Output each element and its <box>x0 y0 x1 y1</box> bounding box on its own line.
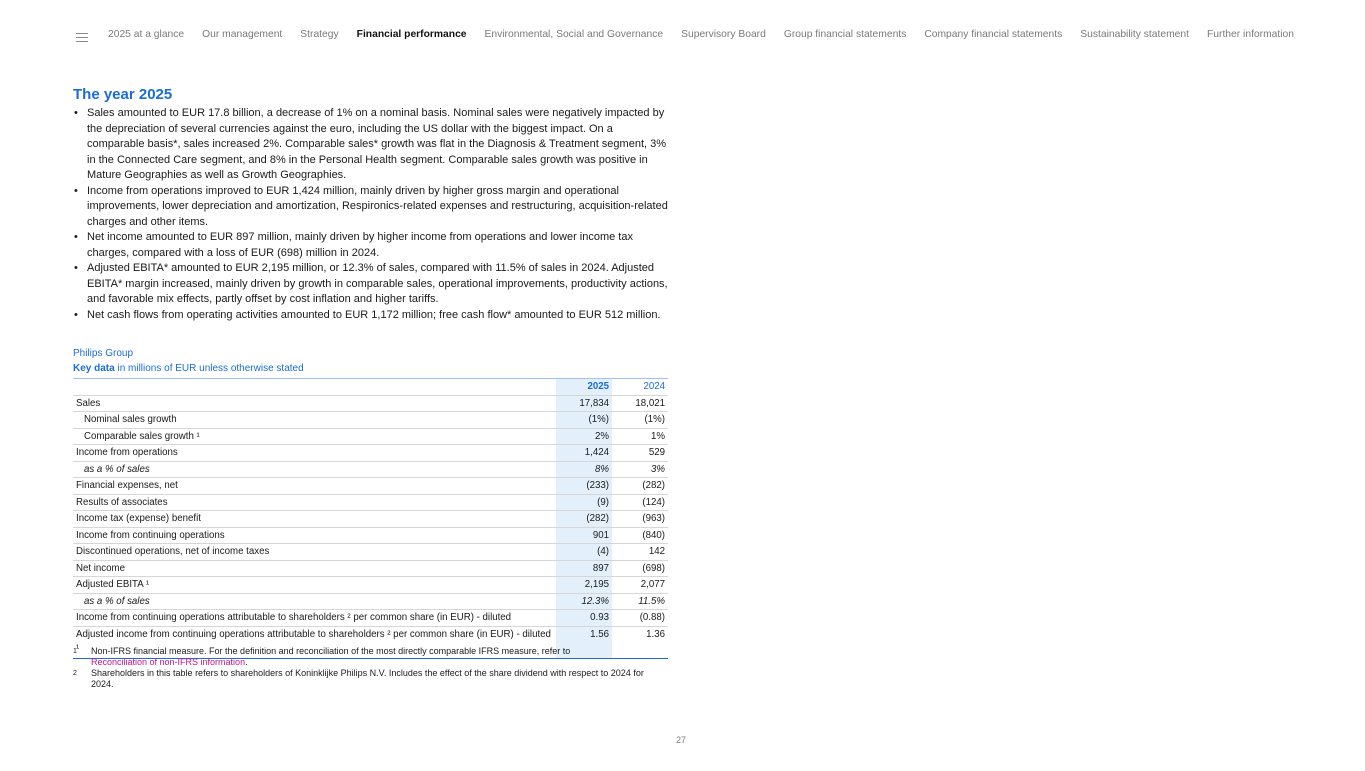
value-2025: 901 <box>556 527 612 544</box>
value-2024: 3% <box>612 461 668 478</box>
value-2024: (698) <box>612 560 668 577</box>
footnotes <box>73 646 663 690</box>
row-label: Income from continuing operations attributable to shareholders ² per common share (in EUR) - diluted <box>73 610 556 627</box>
table-row <box>73 412 668 429</box>
table-row <box>73 593 668 610</box>
row-label: Adjusted income from continuing operations attributable to shareholders ² per common share (in EUR) - diluted ¹ <box>73 626 556 658</box>
footnote-body <box>91 668 663 690</box>
footnote <box>73 646 663 668</box>
value-2024: 1.36 <box>612 626 668 658</box>
table-row <box>73 511 668 528</box>
value-2025: 17,834 <box>556 395 612 412</box>
table-row <box>73 527 668 544</box>
summary-bullets <box>73 106 673 323</box>
row-label: Net income <box>73 560 556 577</box>
footnote-body <box>91 646 570 668</box>
value-2025: (9) <box>556 494 612 511</box>
table-row <box>73 445 668 462</box>
value-2025: 1,424 <box>556 445 612 462</box>
nav-item-2025-at-a-glance[interactable]: 2025 at a glance <box>108 29 185 40</box>
top-navigation <box>0 0 1365 74</box>
nav-item-strategy[interactable]: Strategy <box>300 29 339 40</box>
row-label: Income tax (expense) benefit <box>73 511 556 528</box>
table-title: Key data in millions of EUR unless otherwise stated <box>73 362 304 374</box>
nav-item-environmental-social-and-governance[interactable]: Environmental, Social and Governance <box>484 29 664 40</box>
page-number: 27 <box>676 735 687 745</box>
value-2024: (282) <box>612 478 668 495</box>
key-data-table <box>73 378 668 659</box>
list-item: • Sales amounted to EUR 17.8 billion, a decrease of 1% on a nominal basis. Nominal sales were negatively impacted by the depreciation of several currencies against the euro, including the US dollar with the biggest impact. On a comparable basis*, sales increased 2%. Comparable sales* growth was flat in the Diagnosis & Treatment segment, 3% in the Connected Care segment, and 8% in the Personal Health segment. Comparable sales growth was positive in Mature Geographies as well as Growth Geographies. <box>73 106 673 184</box>
page-title: The year 2025 <box>73 86 173 103</box>
table-group-label: Philips Group <box>73 348 134 359</box>
main-content <box>73 84 673 323</box>
row-label: Sales <box>73 395 556 412</box>
row-label: Income from continuing operations <box>73 527 556 544</box>
value-2024: (0.88) <box>612 610 668 627</box>
value-2025: (282) <box>556 511 612 528</box>
value-2025: (1%) <box>556 412 612 429</box>
header-label-cell <box>73 379 556 396</box>
value-2024: (963) <box>612 511 668 528</box>
list-item: • Net cash flows from operating activities amounted to EUR 1,172 million; free cash flow* amounted to EUR 512 million. <box>73 308 673 324</box>
row-label: as a % of sales <box>73 461 556 478</box>
row-label: as a % of sales <box>73 593 556 610</box>
table-row <box>73 395 668 412</box>
value-2024: (1%) <box>612 412 668 429</box>
nav-item-company-financial-statements[interactable]: Company financial statements <box>924 29 1063 40</box>
table-row <box>73 494 668 511</box>
table-row <box>73 610 668 627</box>
value-2024: (124) <box>612 494 668 511</box>
row-label: Adjusted EBITA ¹ <box>73 577 556 594</box>
value-2025: (4) <box>556 544 612 561</box>
header-2024: 2024 <box>612 379 668 396</box>
value-2024: 11.5% <box>612 593 668 610</box>
row-label: Results of associates <box>73 494 556 511</box>
nav-item-further-information[interactable]: Further information <box>1207 29 1294 40</box>
reconciliation-link[interactable]: Reconciliation of non-IFRS information <box>91 657 246 667</box>
value-2024: 529 <box>612 445 668 462</box>
row-label: Discontinued operations, net of income taxes <box>73 544 556 561</box>
header-2025: 2025 <box>556 379 612 396</box>
nav-item-group-financial-statements[interactable]: Group financial statements <box>783 29 907 40</box>
value-2025: (233) <box>556 478 612 495</box>
row-label: Income from operations <box>73 445 556 462</box>
value-2024: 1% <box>612 428 668 445</box>
nav-item-sustainability-statement[interactable]: Sustainability statement <box>1080 29 1189 40</box>
footnote-mark: 1 <box>73 648 77 655</box>
value-2025: 8% <box>556 461 612 478</box>
hamburger-menu-icon[interactable] <box>76 33 88 42</box>
footnote-after: . <box>245 657 248 667</box>
table-row <box>73 577 668 594</box>
footnote-text: Non-IFRS financial measure. For the definition and reconciliation of the most directly comparable IFRS measure, refer to <box>91 646 571 656</box>
row-label: Comparable sales growth ¹ <box>73 428 556 445</box>
table-row <box>73 461 668 478</box>
footnote-text: Shareholders in this table refers to shareholders of Koninklijke Philips N.V. Includes the effect of the share dividend with respect to 2024 for 2024. <box>91 668 644 689</box>
value-2025: 897 <box>556 560 612 577</box>
value-2024: 142 <box>612 544 668 561</box>
nav-item-financial-performance[interactable]: Financial performance <box>356 29 467 40</box>
table-row <box>73 428 668 445</box>
list-item: • Net income amounted to EUR 897 million, mainly driven by higher income from operations and lower income tax charges, compared with a loss of EUR (698) million in 2024. <box>73 230 673 261</box>
value-2024: (840) <box>612 527 668 544</box>
nav-item-our-management[interactable]: Our management <box>202 29 283 40</box>
table-row <box>73 544 668 561</box>
table-row <box>73 478 668 495</box>
value-2024: 2,077 <box>612 577 668 594</box>
value-2025: 2,195 <box>556 577 612 594</box>
footnote <box>73 668 663 690</box>
value-2025: 2% <box>556 428 612 445</box>
row-label: Nominal sales growth <box>73 412 556 429</box>
table-caption <box>73 347 304 376</box>
list-item: • Income from operations improved to EUR 1,424 million, mainly driven by higher gross margin and operational improvements, lower depreciation and amortization, Respironics-related expenses and restructuring, acquisition-related charges and other items. <box>73 184 673 231</box>
nav-items <box>108 29 1312 40</box>
list-item: • Adjusted EBITA* amounted to EUR 2,195 million, or 12.3% of sales, compared with 11.5% of sales in 2024. Adjusted EBITA* margin increased, mainly driven by growth in comparable sales, operational improvements, productivity actions, and favorable mix effects, partly offset by cost inflation and higher tariffs. <box>73 261 673 308</box>
row-label: Financial expenses, net <box>73 478 556 495</box>
value-2024: 18,021 <box>612 395 668 412</box>
table-header-row <box>73 379 668 396</box>
value-2025: 12.3% <box>556 593 612 610</box>
value-2025: 0.93 <box>556 610 612 627</box>
table-row <box>73 560 668 577</box>
footnote-mark: 2 <box>73 670 77 677</box>
value-2025: 1.56 <box>556 626 612 658</box>
nav-item-supervisory-board[interactable]: Supervisory Board <box>681 29 766 40</box>
